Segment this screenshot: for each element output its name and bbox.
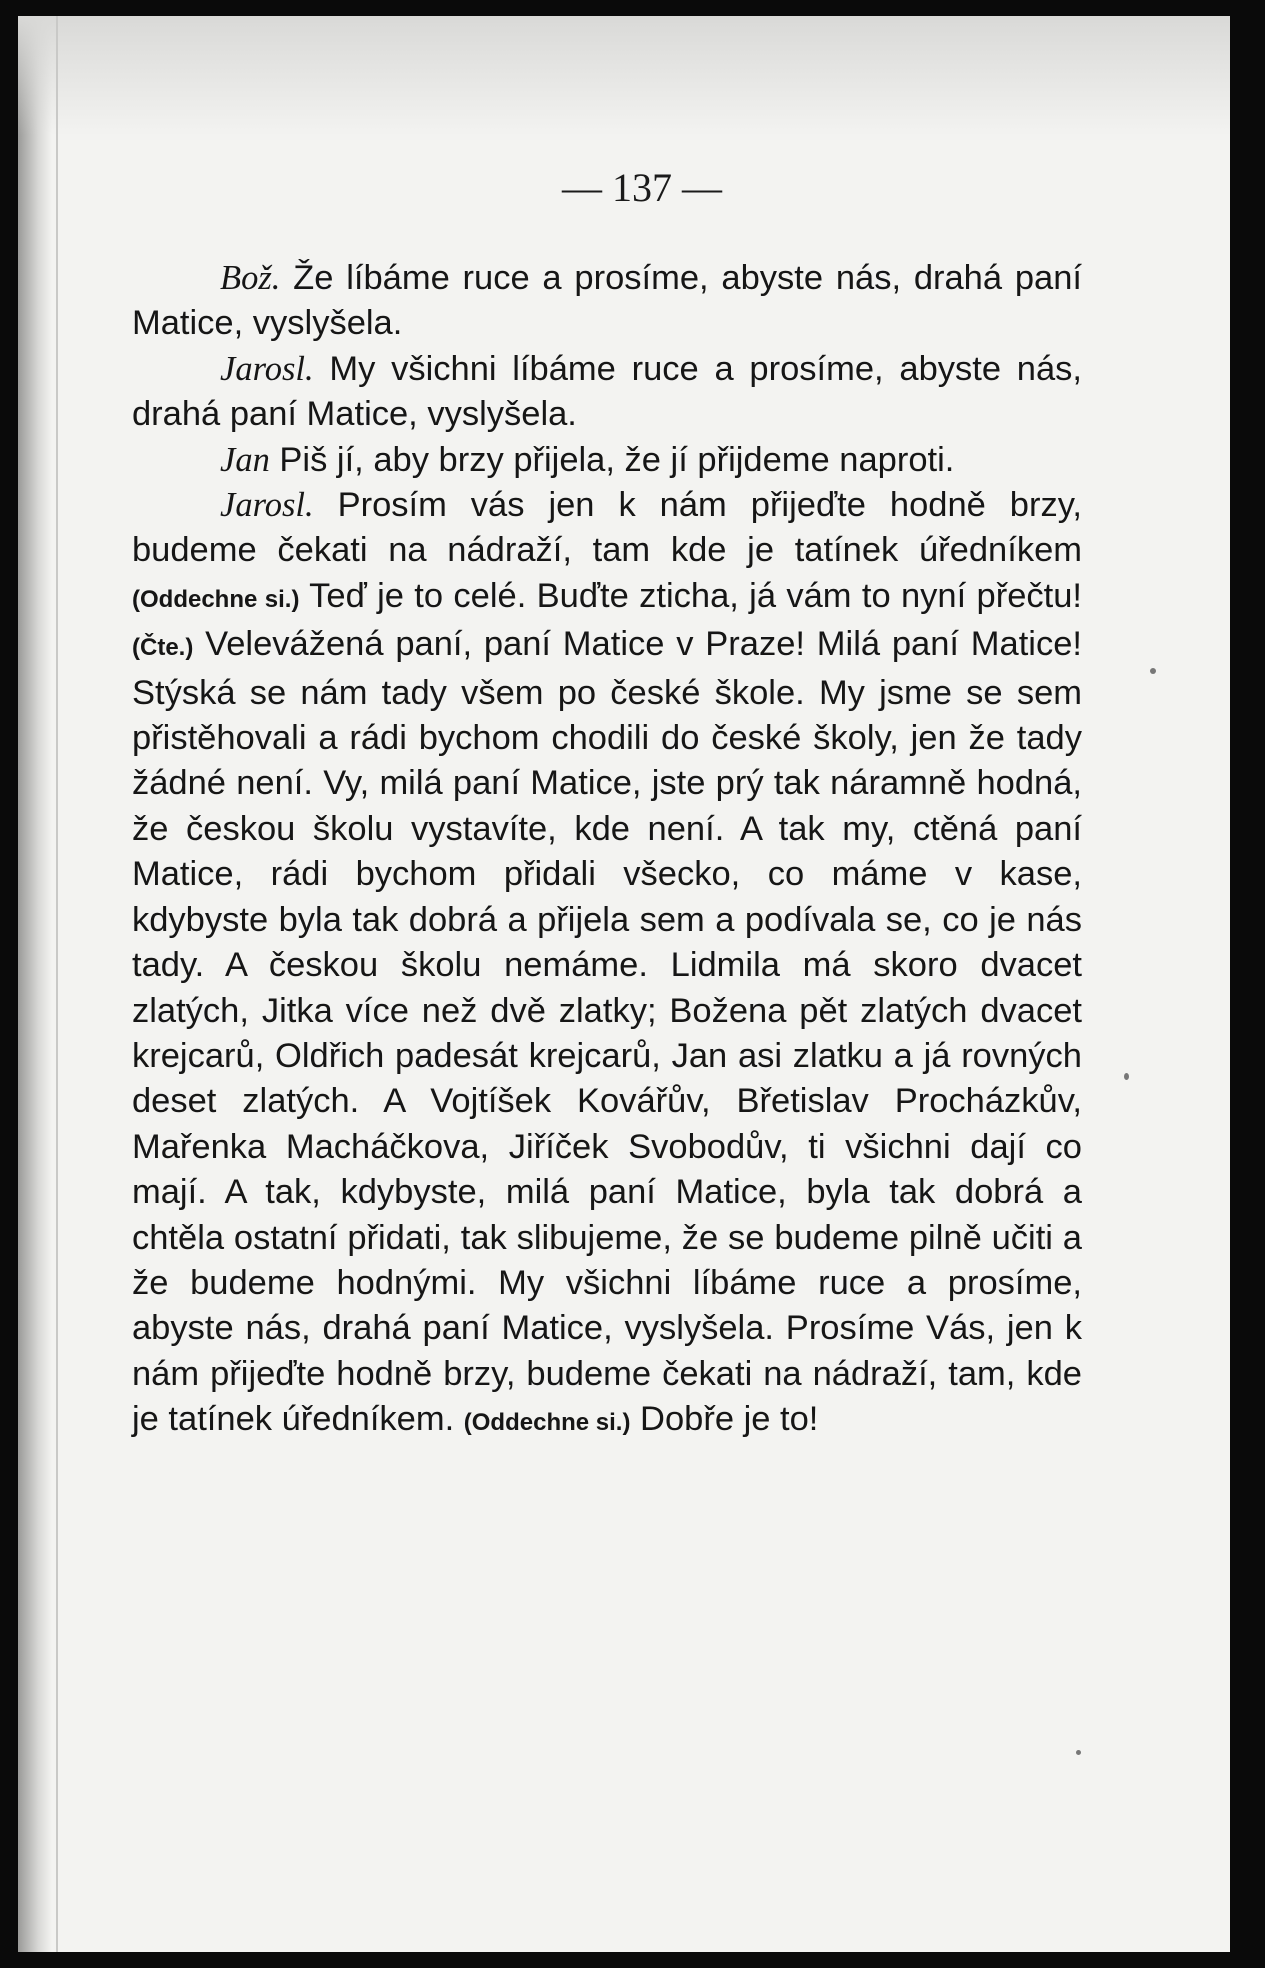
- speech-text: Prosím vás jen k nám přijeďte hodně brzy, budeme čekati na nádraží, tam kde je tatínek úředníkem: [132, 486, 1082, 570]
- speaker-name: Jan: [220, 440, 270, 479]
- speech-text: Teď je to celé. Buďte zticha, já vám to nyní přečtu!: [299, 576, 1082, 615]
- ink-speck: [1150, 668, 1156, 674]
- paragraph: [132, 347, 1082, 438]
- stage-direction: (Oddechne si.): [463, 1409, 631, 1437]
- page-text: [132, 256, 1082, 1446]
- speaker-name: Bož.: [220, 259, 281, 297]
- paragraph: [132, 438, 1082, 483]
- paragraph: [132, 256, 1082, 347]
- speaker-name: Jarosl.: [220, 486, 314, 525]
- speech-text: Piš jí, aby brzy přijela, že jí přijdeme naproti.: [269, 440, 955, 479]
- speech-text: My všichni líbáme ruce a prosíme, abyste nás, drahá paní Matice, vyslyšela.: [132, 349, 1082, 434]
- ink-speck: [1124, 1073, 1129, 1080]
- letter-text: Velevážená paní, paní Matice v Praze! Milá paní Matice! Stýská se nám tady všem po české škole. My jsme se sem přistěhovali a rádi bychom chodili do české školy, jen že tady žádné není. Vy, milá paní Matice, jste prý tak náramně hodná, že českou školu vystavíte, kde není. A tak my, ctěná paní Matice, rádi bychom přidali všecko, co máme v kase, kdybyste byla tak dobrá a přijela sem a podívala se, co je nás tady. A českou školu nemáme. Lidmila má skoro dvacet zlatých, Jitka více než dvě zlatky; Božena pět zlatých dvacet krejcarů, Oldřich padesát krejcarů, Jan asi zlatku a já rovných deset zlatých. A Vojtíšek Kovářův, Břetislav Procházkův, Mařenka Macháčkova, Jiříček Svobodův, ti všichni dají co mají. A tak, kdybyste, milá paní Matice, byla tak dobrá a chtěla ostatní přidati, tak slibujeme, že se budeme pilně učiti a že budeme hodnými. My všichni líbáme ruce a prosíme, abyste nás, drahá paní Matice, vyslyšela. Prosíme Vás, jen k nám přijeďte hodně brzy, budeme čekati na nádraží, tam, kde je tatínek úředníkem.: [132, 625, 1082, 1439]
- ink-speck: [1076, 1750, 1081, 1755]
- stage-direction: (Čte.): [132, 634, 194, 662]
- speech-text: Že líbáme ruce a prosíme, abyste nás, drahá paní Matice, vyslyšela.: [132, 259, 1082, 343]
- book-page: [18, 16, 1230, 1952]
- paragraph: [132, 483, 1082, 1446]
- page-number: — 137 —: [562, 165, 722, 210]
- speaker-name: Jarosl.: [220, 349, 314, 388]
- speech-text: Dobře je to!: [630, 1400, 819, 1439]
- stage-direction: (Oddechne si.): [132, 585, 300, 613]
- page-fold: [56, 16, 58, 1952]
